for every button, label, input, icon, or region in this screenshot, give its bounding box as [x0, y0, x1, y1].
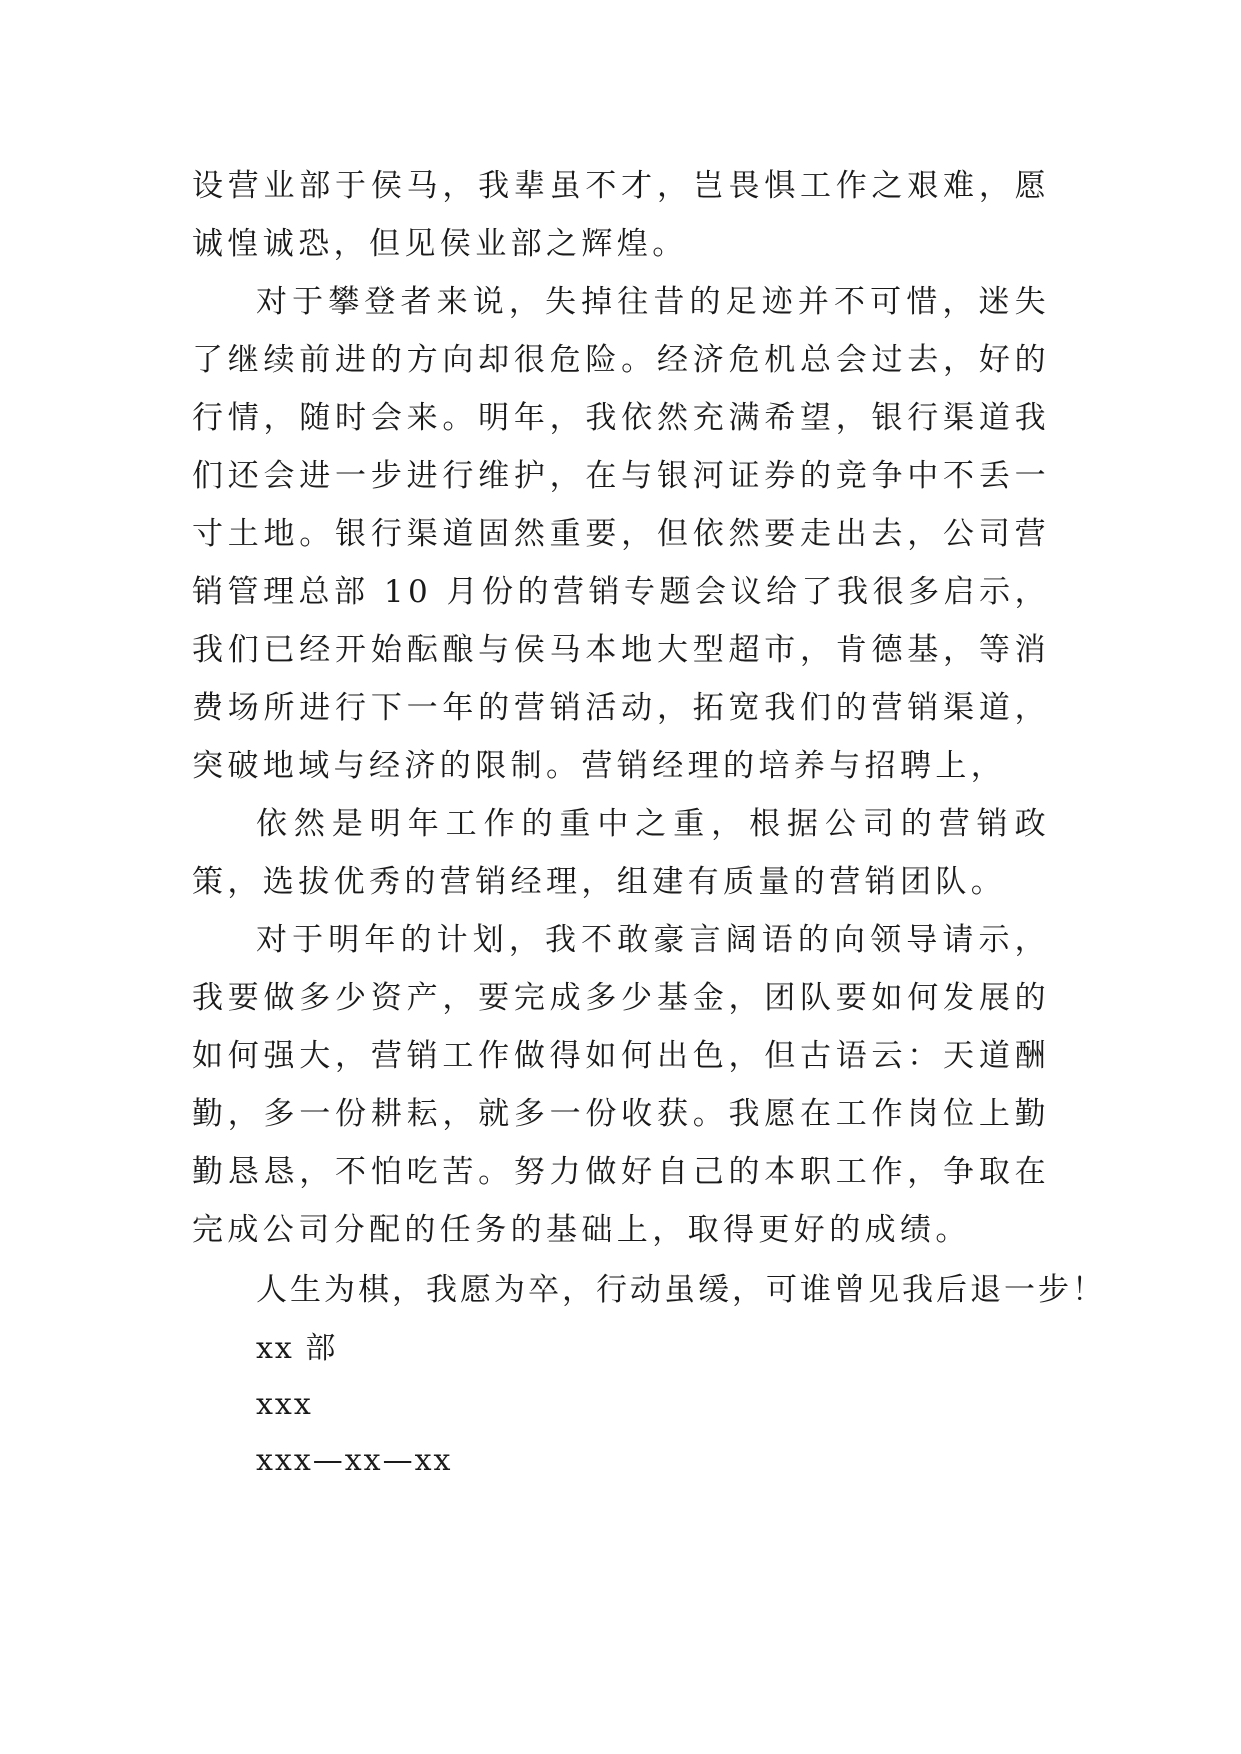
closing-line: [256, 1261, 1106, 1319]
signature-department: xx 部: [256, 1331, 338, 1366]
signature-date: xxx—xx—xx: [256, 1443, 453, 1478]
closing-text: 人生为棋，我愿为卒，行动虽缓，可谁曾见我后退一步！: [256, 1272, 1106, 1308]
paragraph-3: 依然是明年工作的重中之重，根据公司的营销政策，选拔优秀的营销经理，组建有质量的营销团队。: [192, 806, 1050, 900]
body-text: [192, 157, 1050, 1259]
signature-name: xxx: [256, 1387, 313, 1422]
paragraph-4: 对于明年的计划，我不敢豪言阔语的向领导请示，我要做多少资产，要完成多少基金，团队要如何发展的如何强大，营销工作做得如何出色，但古语云：天道酬勤，多一份耕耘，就多一份收获。我愿在工作岗位上勤勤恳恳，不怕吃苦。努力做好自己的本职工作，争取在完成公司分配的任务的基础上，取得更好的成绩。: [192, 922, 1050, 1248]
paragraph-1: 设营业部于侯马，我辈虽不才，岂畏惧工作之艰难，愿诚惶诚恐，但见侯业部之辉煌。: [192, 168, 1050, 262]
paragraph-2: 对于攀登者来说，失掉往昔的足迹并不可惜，迷失了继续前进的方向却很危险。经济危机总会过去，好的行情，随时会来。明年，我依然充满希望，银行渠道我们还会进一步进行维护，在与银河证券的竞争中不丢一寸土地。银行渠道固然重要，但依然要走出去，公司营销管理总部 10 月份的营销专题会议给了我很多启示，我们已经开始酝酿与侯马本地大型超市，肯德基，等消费场所进行下一年的营销活动，拓宽我们的营销渠道，突破地域与经济的限制。营销经理的培养与招聘上，: [192, 284, 1050, 784]
